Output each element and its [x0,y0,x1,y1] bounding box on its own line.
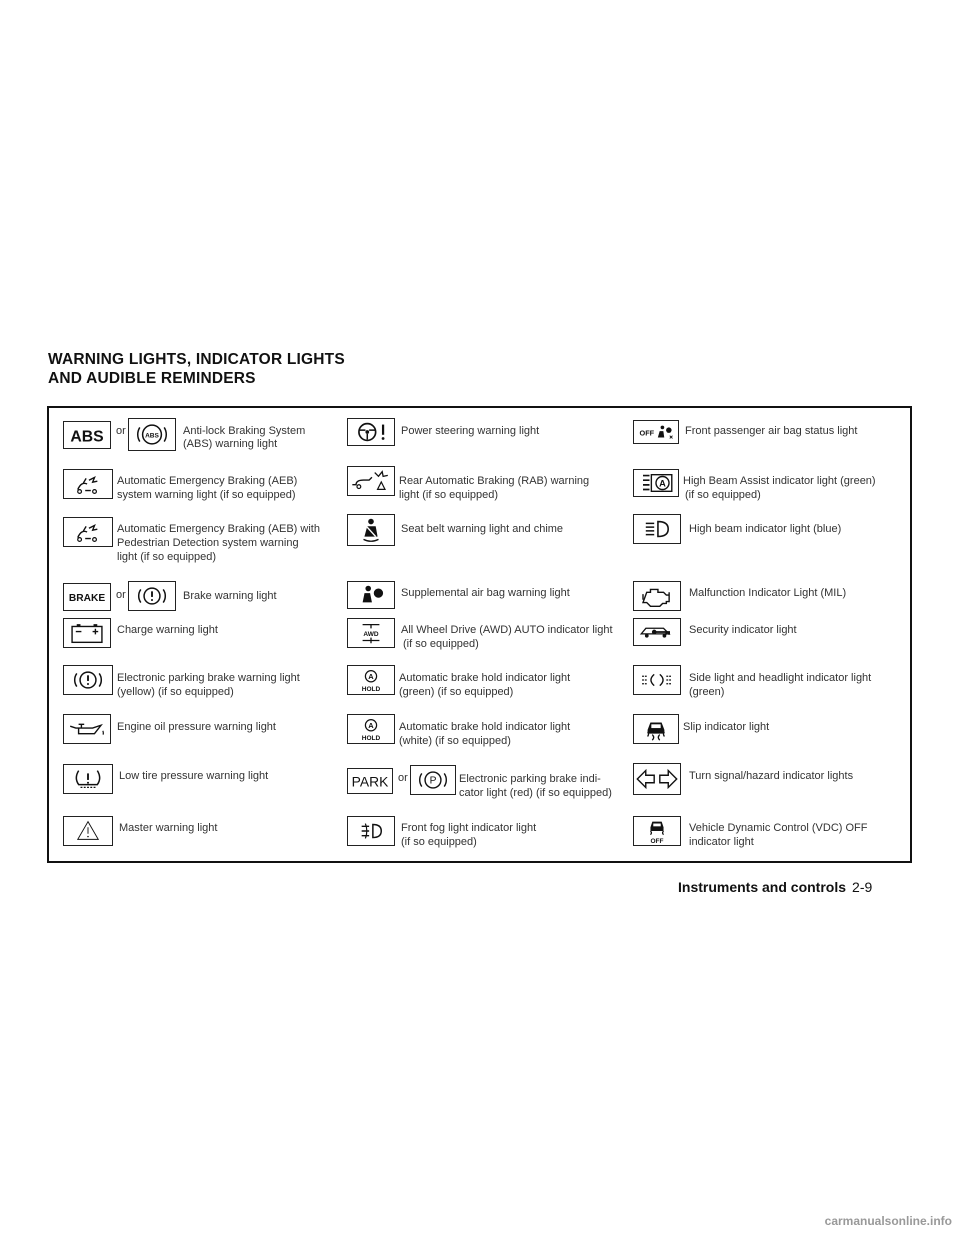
brake-hold-green-label: Automatic brake hold indicator light (green) (if so equipped) [399,672,571,698]
svg-text:A: A [368,721,374,731]
or-text: or [116,589,126,601]
rab-warning-icon [347,466,395,496]
awd-icon [347,618,395,648]
park-circle-icon [410,765,456,795]
abs-warning-label: Anti-lock Braking System (ABS) warning light [183,425,306,450]
seat-belt-label: Seat belt warning light and chime [401,523,564,535]
parking-brake-icon [63,665,113,695]
rab-warning-label: Rear Automatic Braking (RAB) warning light (if so equipped) [399,475,590,501]
passenger-airbag-off-icon [633,420,679,444]
svg-text:ABS: ABS [145,432,159,440]
engine-mil-icon [633,581,681,611]
high-beam-assist-icon [633,469,679,497]
airbag-icon [347,581,395,609]
aeb-pedestrian-icon [63,517,113,547]
oil-can-icon [63,714,111,744]
security-icon [633,618,681,646]
or-text: or [398,772,408,784]
security-label: Security indicator light [689,624,797,636]
battery-icon [63,618,111,648]
charge-warning-label: Charge warning light [117,624,218,636]
epb-warning-label: Electronic parking brake warning light (yellow) (if so equipped) [117,672,300,698]
watermark: carmanualsonline.info [824,1214,952,1228]
svg-text:AWD: AWD [363,630,379,638]
footer-section-title: Instruments and controls [678,879,847,895]
section-heading [48,350,345,388]
svg-text:OFF: OFF [639,428,655,438]
vdc-off-icon [633,816,681,846]
brake-warning-label: Brake warning light [183,590,277,602]
front-fog-label: Front fog light indicator light (if so equipped) [401,822,537,848]
side-light-label: Side light and headlight indicator light (green) [689,672,872,698]
svg-text:A: A [368,672,374,682]
oil-pressure-label: Engine oil pressure warning light [117,721,276,733]
svg-text:A: A [659,478,666,489]
section-heading-line-2: AND AUDIBLE REMINDERS [48,370,256,387]
epb-indicator-label: Electronic parking brake indi- cator light (red) (if so equipped) [459,773,612,799]
master-warning-label: Master warning light [119,822,218,834]
passenger-airbag-label: Front passenger air bag status light [685,425,858,437]
slip-label: Slip indicator light [683,721,770,733]
high-beam-label: High beam indicator light (blue) [689,523,842,535]
svg-text:ABS: ABS [70,428,104,446]
abs-text-icon [63,421,111,449]
brake-hold-white-icon [347,714,395,744]
aeb-warning-icon [63,469,113,499]
power-steering-label: Power steering warning light [401,425,540,437]
power-steering-icon [347,418,395,446]
high-beam-icon [633,514,681,544]
high-beam-assist-label: High Beam Assist indicator light (green) (if so equipped) [683,475,876,501]
page-footer [678,879,872,895]
brake-hold-green-icon [347,665,395,695]
svg-text:OFF: OFF [650,838,664,845]
svg-text:HOLD: HOLD [361,735,381,743]
aeb-pedestrian-label: Automatic Emergency Braking (AEB) with Pedestrian Detection system warning light (if so equipped) [117,523,320,563]
seat-belt-icon [347,514,395,546]
indicator-lights-panel [47,406,912,863]
front-fog-icon [347,816,395,846]
tire-pressure-icon [63,764,113,794]
side-light-icon [633,665,681,695]
footer-page-number: 2-9 [852,879,873,895]
vdc-off-label: Vehicle Dynamic Control (VDC) OFF indicator light [689,822,868,848]
awd-indicator-label: All Wheel Drive (AWD) AUTO indicator light (if so equipped) [401,624,613,650]
slip-icon [633,714,679,744]
brake-hold-white-label: Automatic brake hold indicator light (white) (if so equipped) [399,721,571,747]
tire-pressure-label: Low tire pressure warning light [119,770,269,782]
svg-text:HOLD: HOLD [361,686,381,694]
airbag-warning-label: Supplemental air bag warning light [401,587,570,599]
turn-signal-label: Turn signal/hazard indicator lights [689,770,854,782]
aeb-warning-label: Automatic Emergency Braking (AEB) system warning light (if so equipped) [117,475,298,501]
brake-text-icon [63,583,111,611]
section-heading-line-1: WARNING LIGHTS, INDICATOR LIGHTS [48,351,345,368]
park-text-icon [347,768,393,794]
or-text: or [116,425,126,437]
brake-circle-icon [128,581,176,611]
abs-circle-icon [128,418,176,451]
master-warning-icon [63,816,113,846]
svg-text:PARK: PARK [351,773,389,790]
mil-label: Malfunction Indicator Light (MIL) [689,587,847,599]
turn-signal-icon [633,763,681,795]
svg-text:BRAKE: BRAKE [68,593,106,605]
svg-text:P: P [429,775,437,787]
